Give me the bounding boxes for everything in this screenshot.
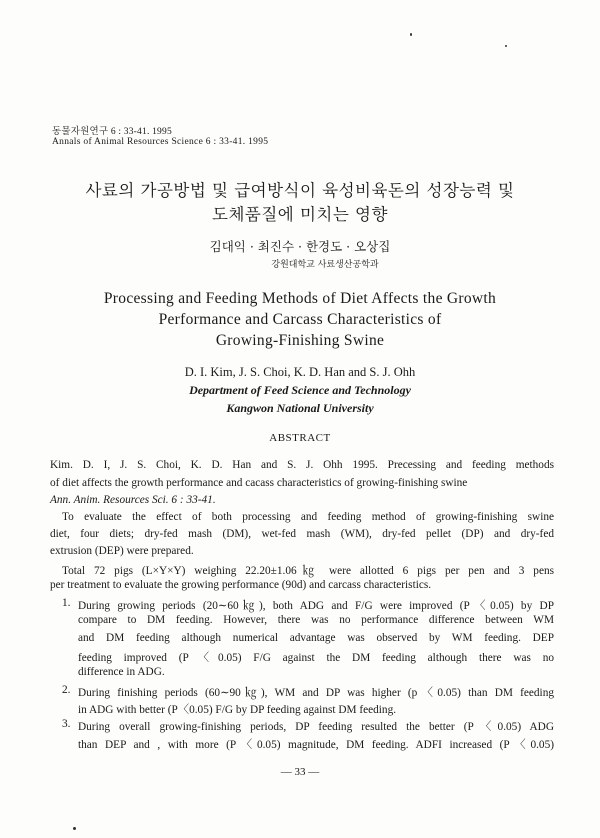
list-item-line: compare to DM feeding. However, there was no performance difference between WM — [78, 614, 554, 626]
abstract-paragraph-line: extrusion (DEP) were prepared. — [50, 545, 194, 557]
title-korean-line2: 도체품질에 미치는 영향 — [212, 205, 388, 224]
abstract-citation-line: Kim. D. I, J. S. Choi, K. D. Han and S. J. Ohh 1995. Precessing and feeding methods — [50, 459, 554, 471]
scan-speck — [505, 45, 507, 47]
abstract-paragraph-line: Total 72 pigs (L×Y×Y) weighing 22.20±1.06㎏ were allotted 6 pigs per pen and 3 pens — [62, 565, 554, 577]
page-number: — 33 — — [280, 766, 320, 778]
university-english: Kangwon National University — [226, 401, 374, 415]
title-english-line1: Processing and Feeding Methods of Diet Affects the Growth — [103, 290, 497, 307]
list-item-line: difference in ADG. — [78, 666, 165, 678]
list-item-line: than DEP and , with more (P〈0.05) magnitude, DM feeding. ADFI increased (P〈0.05) — [78, 739, 554, 751]
abstract-heading: ABSTRACT — [269, 432, 331, 444]
department-english: Department of Feed Science and Technology — [189, 383, 411, 397]
list-item-number: 3. — [62, 718, 71, 730]
scan-speck — [410, 33, 412, 36]
abstract-citation-line: of diet affects the growth performance and cacass characteristics of growing-finishing swine — [50, 477, 468, 489]
list-item-line: in ADG with better (P〈0.05) F/G by DP feeding against DM feeding. — [78, 704, 397, 716]
abstract-paragraph-line: diet, four diets; dry-fed mash (DM), wet-fed mash (WM), dry-fed pellet (DP) and dry-fed — [50, 528, 554, 540]
authors-korean: 김대익 · 최진수 · 한경도 · 오상집 — [209, 239, 391, 254]
title-english-line3: Growing-Finishing Swine — [215, 332, 385, 349]
abstract-citation-line: Ann. Anim. Resources Sci. 6 : 33-41. — [50, 494, 216, 506]
list-item-number: 1. — [62, 597, 71, 609]
journal-citation-korean: 동물자원연구 6 : 33-41. 1995 — [52, 127, 172, 137]
list-item-line: feeding improved (P〈0.05) F/G against the DM feeding although there was no — [78, 652, 554, 664]
list-item-line: and DM feeding although numerical advantage was observed by WM feeding. DEP — [78, 632, 554, 644]
list-item-number: 2. — [62, 684, 71, 696]
journal-citation-english: Annals of Animal Resources Science 6 : 33-41. 1995 — [52, 137, 269, 147]
scan-speck — [73, 827, 76, 830]
list-item-line: During finishing periods (60∼90㎏), WM and DP was higher (p〈0.05) than DM feeding — [78, 687, 554, 699]
title-korean-line1: 사료의 가공방법 및 급여방식이 육성비육돈의 성장능력 및 — [85, 181, 515, 200]
abstract-paragraph-line: per treatment to evaluate the growing performance (90d) and carcass characteristics. — [50, 579, 432, 591]
title-english-line2: Performance and Carcass Characteristics of — [158, 311, 442, 328]
authors-english: D. I. Kim, J. S. Choi, K. D. Han and S. J. Ohh — [184, 365, 416, 379]
list-item-line: During growing periods (20∼60㎏), both ADG and F/G were improved (P〈0.05) by DP — [78, 600, 554, 612]
affiliation-korean: 강원대학교 사료생산공학과 — [271, 260, 379, 270]
abstract-paragraph-line: To evaluate the effect of both processing and feeding method of growing-finishing swine — [62, 511, 554, 523]
list-item-line: During overall growing-finishing periods, DP feeding resulted the better (P〈0.05) ADG — [78, 721, 554, 733]
